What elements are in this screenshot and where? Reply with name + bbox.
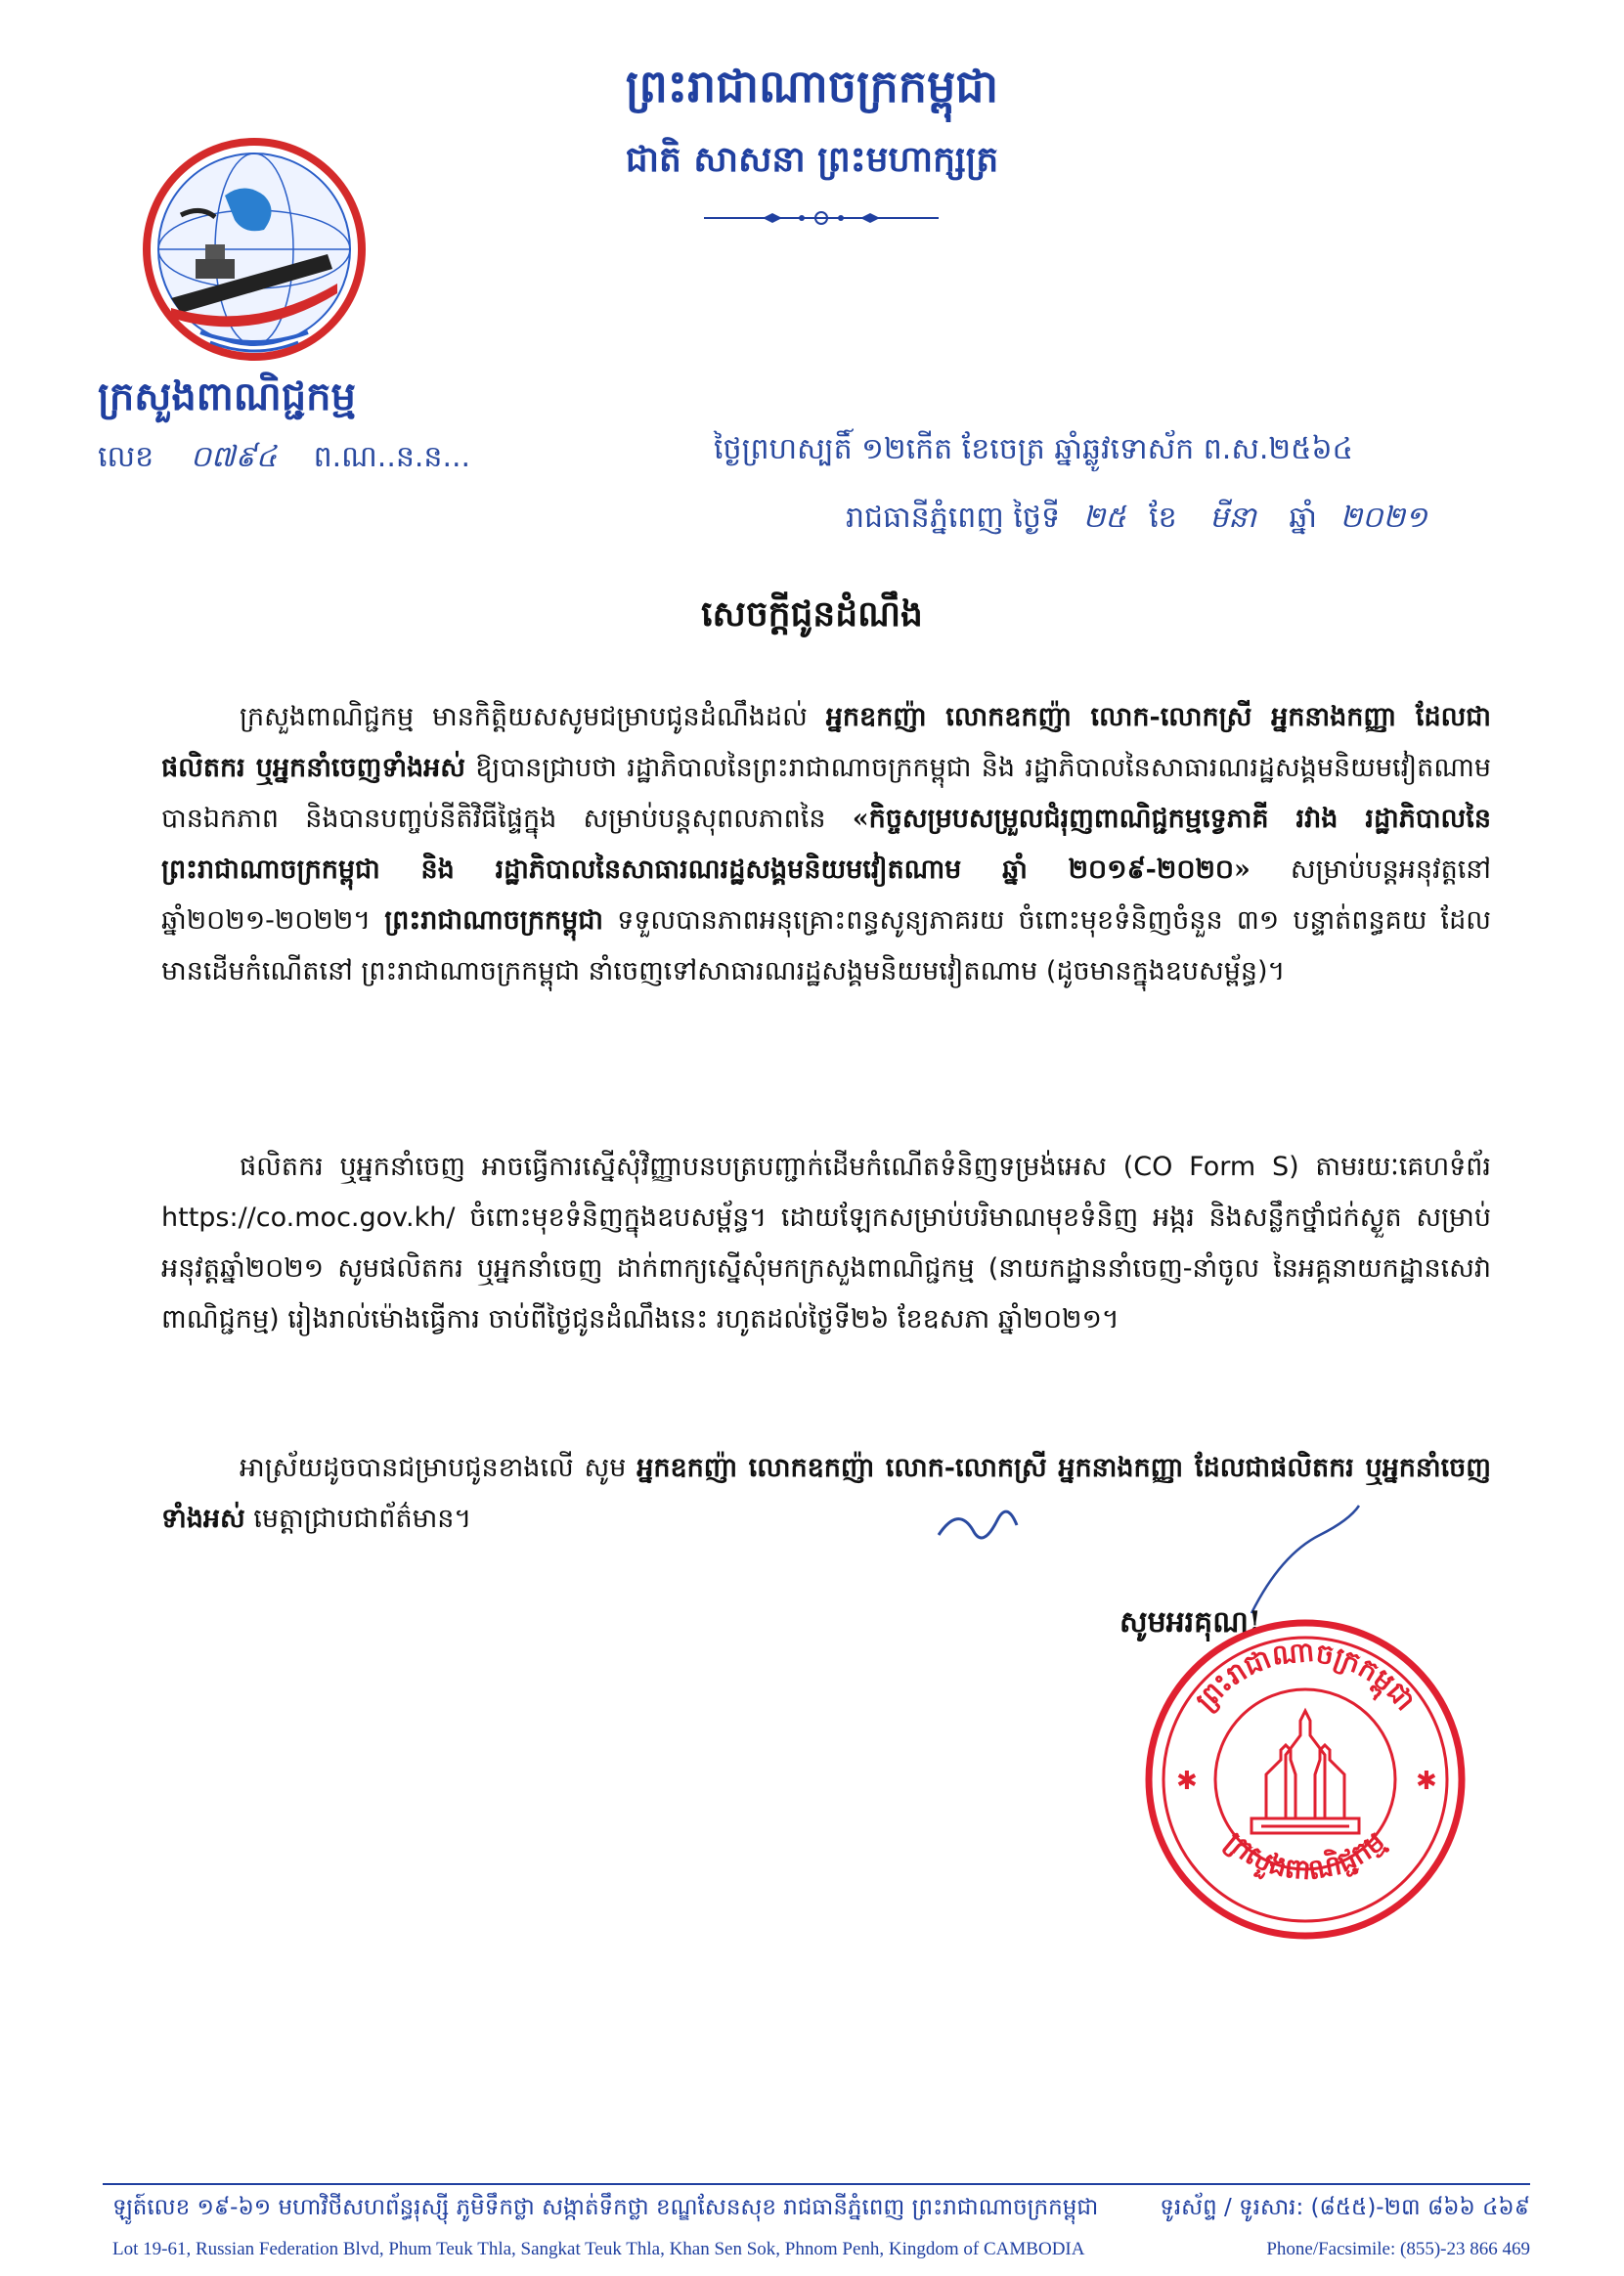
stamp-top-text: ព្រះរាជាណាចក្រកម្ពុជា xyxy=(1189,1635,1423,1718)
official-stamp xyxy=(1139,1613,1471,1946)
civil-month-label: ខែ xyxy=(1149,501,1177,535)
kingdom-heading: ព្រះរាជាណាចក្រកម្ពុជា xyxy=(625,60,999,112)
p1-bold-kingdom: ព្រះរាជាណាចក្រកម្ពុជា xyxy=(384,905,603,936)
footer-phone-kh: ទូរស័ព្ទ / ទូរសារ: (៨៥៥)-២៣ ៨៦៦ ៤៦៩ xyxy=(1160,2195,1530,2220)
ministry-logo xyxy=(142,137,367,362)
p1-end: សម្រាប់បន្តអនុវត្តនៅ ឆ្នាំ២០២១-២០២២។ xyxy=(161,854,1491,936)
footer-address-kh: ឡូត៍លេខ ១៩-៦១ មហាវិថីសហព័ន្ធរុស្ស៊ី ភូមិទឹកថ្លា សង្កាត់ទឹកថ្លា ខណ្ឌសែនសុខ រាជធានីភ្នំពេញ ព្រះរាជាណាចក្រកម្ពុជា xyxy=(112,2195,1099,2220)
p1-tail: ទទួលបានភាពអនុគ្រោះពន្ធសូន្យភាគរយ ចំពោះមុខទំនិញចំនួន ៣១ បន្ទាត់ពន្ធគយ ដែលមានដើមកំណើតនៅ ព្រះរាជាណាចក្រកម្ពុជា នាំចេញទៅសាធារណរដ្ឋសង្គមនិយមវៀតណាម (ដូចមានក្នុងឧបសម្ព័ន្ធ)។ xyxy=(161,905,1491,986)
reference-label: លេខ xyxy=(98,440,154,474)
reference-suffix: ព.ណ..ន.ន... xyxy=(313,440,471,474)
notice-title: សេចក្តីជូនដំណឹង xyxy=(701,593,923,635)
p1-rest: ឱ្យបានជ្រាបថា រដ្ឋាភិបាលនៃព្រះរាជាណាចក្រកម្ពុជា និង រដ្ឋាភិបាលនៃសាធារណរដ្ឋសង្គមនិយមវៀតណាម បានឯកភាព និងបានបញ្ចប់នីតិវិធីផ្ទៃក្នុង សម្រាប់បន្តសុពលភាពនៃ xyxy=(161,753,1491,834)
footer-address-en: Lot 19-61, Russian Federation Blvd, Phum Teuk Thla, Sangkat Teuk Thla, Khan Sen Sok, Phnom Penh, Kingdom of CAMBODIA xyxy=(112,2239,1085,2259)
closing-thanks: សូមអរគុណ! xyxy=(1119,1605,1262,1640)
reference-value: ០៧៩៤ xyxy=(190,440,278,474)
footer-english xyxy=(112,2239,1530,2260)
reference-number xyxy=(98,438,470,481)
civil-day: ២៥ xyxy=(1082,501,1126,535)
civil-year-label: ឆ្នាំ xyxy=(1289,501,1317,535)
p3-bold-recipients: អ្នកឧកញ៉ា លោកឧកញ៉ា លោក-លោកស្រី អ្នកនាងកញ្ញា ដែលជាផលិតករ ឬអ្នកនាំចេញទាំងអស់ xyxy=(161,1453,1491,1534)
footer-phone-en: Phone/Facsimile: (855)-23 866 469 xyxy=(1266,2239,1530,2259)
p3-end: មេត្តាជ្រាបជាព័ត៌មាន។ xyxy=(253,1504,472,1534)
footer-khmer xyxy=(112,2194,1530,2226)
stamp-bottom-text: ក្រសួងពាណិជ្ជកម្ម xyxy=(1219,1824,1391,1887)
stamp-star-left-icon: ✱ xyxy=(1176,1767,1198,1796)
civil-date xyxy=(846,499,1427,542)
p1-start: ក្រសួងពាណិជ្ជកម្ម មានកិត្តិយសសូមជម្រាបជូនដំណឹងដល់ xyxy=(240,702,808,732)
p1-bold-recipients: អ្នកឧកញ៉ា លោកឧកញ៉ា លោក-លោកស្រី អ្នកនាងកញ្ញា ដែលជាផលិតករ ឬអ្នកនាំចេញទាំងអស់ xyxy=(161,702,1491,783)
body-paragraph-2: ផលិតករ ឬអ្នកនាំចេញ អាចធ្វើការស្នើសុំវិញ្ញាបនបត្របញ្ជាក់ដើមកំណើតទំនិញទម្រង់អេស (CO Form S) តាមរយៈគេហទំព័រ https://co.moc.gov.kh/ ចំពោះមុខទំនិញក្នុងឧបសម្ព័ន្ធ។ ដោយឡែកសម្រាប់បរិមាណមុខទំនិញ អង្ករ និងសន្លឹកថ្នាំជក់ស្ងួត សម្រាប់អនុវត្តឆ្នាំ២០២១ សូមផលិតករ ឬអ្នកនាំចេញ ដាក់ពាក្យស្នើសុំមកក្រសួងពាណិជ្ជកម្ម (នាយកដ្ឋាននាំចេញ-នាំចូល នៃអគ្គនាយកដ្ឋានសេវាពាណិជ្ជកម្ម) រៀងរាល់ម៉ោងធ្វើការ ចាប់ពីថ្ងៃជូនដំណឹងនេះ រហូតដល់ថ្ងៃទី២៦ ខែឧសភា ឆ្នាំ២០២១។ xyxy=(161,1152,1491,1335)
stamp-star-right-icon: ✱ xyxy=(1416,1767,1437,1796)
footer-divider xyxy=(103,2183,1530,2185)
ornament-divider xyxy=(704,207,939,229)
lunar-date: ថ្ងៃព្រហស្បតិ៍ ១២កើត ខែចេត្រ ឆ្នាំឆ្លូវទោស័ក ព.ស.២៥៦៤ xyxy=(714,432,1353,466)
civil-date-label: រាជធានីភ្នំពេញ ថ្ងៃទី xyxy=(846,501,1061,535)
temple-emblem-icon xyxy=(1251,1711,1359,1833)
national-motto: ជាតិ សាសនា ព្រះមហាក្សត្រ xyxy=(625,139,999,180)
civil-month: មីនា xyxy=(1209,501,1256,535)
body-paragraph-1 xyxy=(161,692,1491,997)
civil-year: ២០២១ xyxy=(1339,501,1427,535)
ministry-name: ក្រសួងពាណិជ្ជកម្ម xyxy=(98,373,356,419)
p3-start: អាស្រ័យដូចបានជម្រាបជូនខាងលើ សូម xyxy=(240,1453,627,1483)
p1-agreement-title: «កិច្ចសម្របសម្រួលជំរុញពាណិជ្ជកម្មទ្វេភាគី រវាង រដ្ឋាភិបាលនៃព្រះរាជាណាចក្រកម្ពុជា និង រដ្ឋាភិបាលនៃសាធារណរដ្ឋសង្គមនិយមវៀតណាម ឆ្នាំ ២០១៩-២០២០» xyxy=(161,804,1491,885)
